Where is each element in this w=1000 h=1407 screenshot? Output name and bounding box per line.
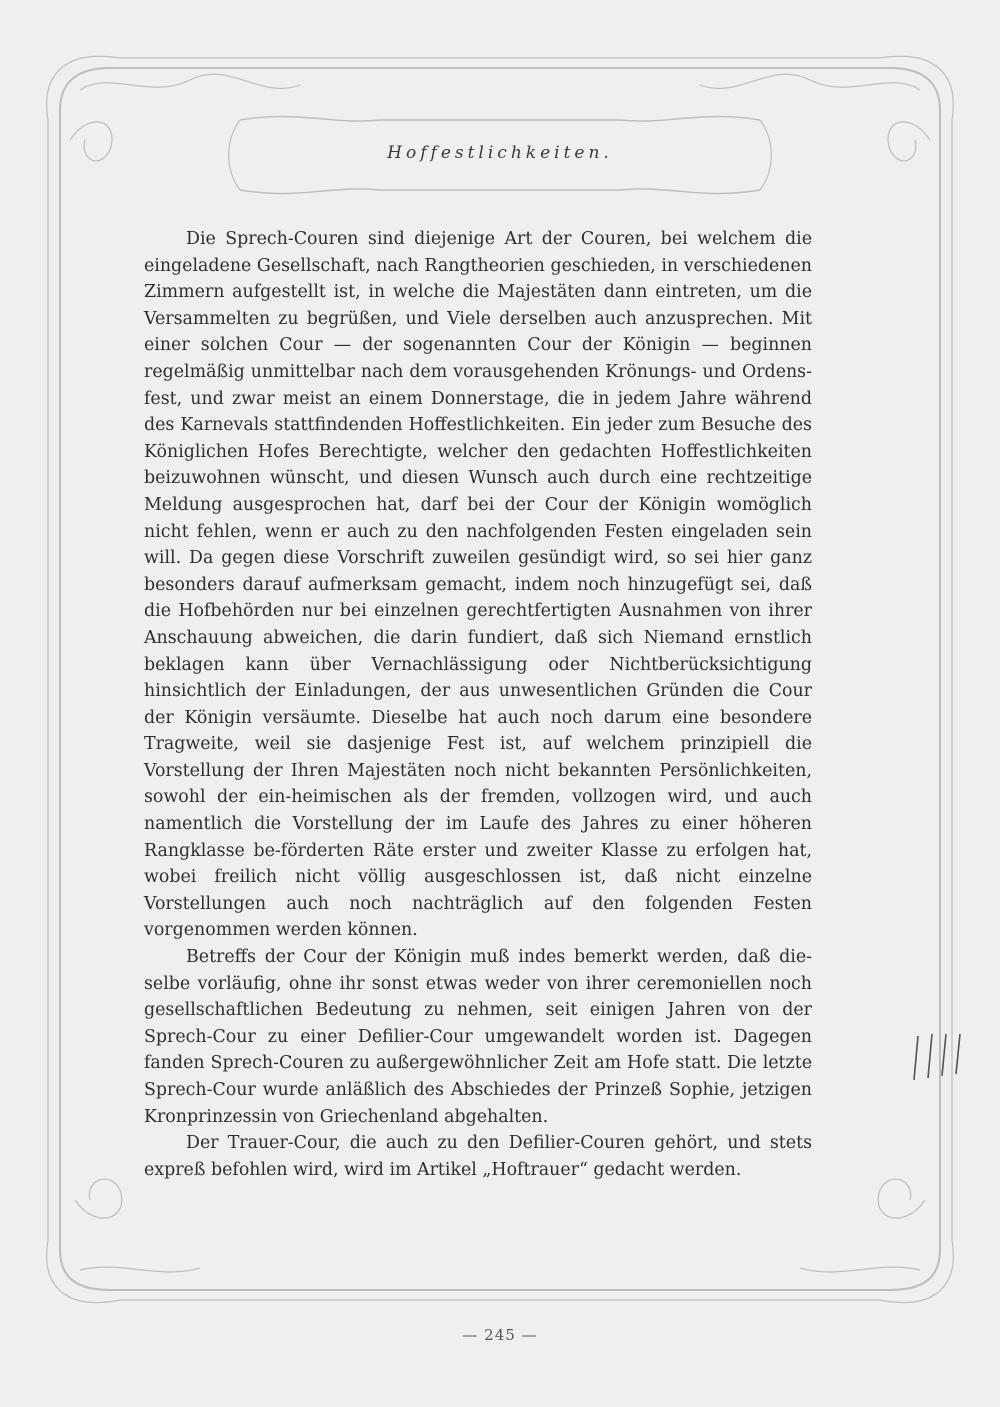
body-text	[144, 226, 812, 1183]
pencil-mark	[910, 1028, 970, 1088]
running-header: Hoffestlichkeiten.	[387, 143, 613, 163]
paragraph-2: Betreffs der Cour der Königin muß indes bemerkt werden, daß die-selbe vorläufig, ohne ihr sonst etwas weder von ihrer ceremoniellen noch gesellschaftlichen Bedeutung zu nehmen, seit einigen Jahren von der Sprech-Cour zu einer Defilier-Cour umgewandelt worden ist. Dagegen fanden Sprech-Couren zu außergewöhnlicher Zeit am Hofe statt. Die letzte Sprech-Cour wurde anläßlich des Abschiedes der Prinzeß Sophie, jetzigen Kronprinzessin von Griechenland abgehalten.	[144, 947, 812, 1127]
paragraph-3: Der Trauer-Cour, die auch zu den Defilier-Couren gehört, und stets expreß befohlen wird, wird im Artikel „Hoftrauer“ gedacht werden.	[144, 1133, 812, 1180]
page-number: — 245 —	[462, 1326, 538, 1344]
paragraph-1: Die Sprech-Couren sind diejenige Art der Couren, bei welchem die eingeladene Gesellschaft, nach Rangtheorien geschieden, in verschiedenen Zimmern aufgestellt ist, in welche die Majestäten dann eintreten, um die Versammelten zu begrüßen, und Viele derselben auch anzusprechen. Mit einer solchen Cour — der sogenannten Cour der Königin — beginnen regelmäßig unmittelbar nach dem vorausgehenden Krönungs- und Ordens-fest, und zwar meist an einem Donnerstage, die in jedem Jahre während des Karnevals stattfindenden Hoffestlichkeiten. Ein jeder zum Besuche des Königlichen Hofes Berechtigte, welcher den gedachten Hoffestlichkeiten beizuwohnen wünscht, und diesen Wunsch auch durch eine rechtzeitige Meldung ausgesprochen hat, darf bei der Cour der Königin womöglich nicht fehlen, wenn er auch zu den nachfolgenden Festen eingeladen sein will. Da gegen diese Vorschrift zuweilen gesündigt wird, so sei hier ganz besonders darauf aufmerksam gemacht, indem noch hinzugefügt sei, daß die Hofbehörden nur bei einzelnen gerechtfertigten Ausnahmen von ihrer Anschauung abweichen, die darin fundiert, daß sich Niemand ernstlich beklagen kann über Vernachlässigung oder Nichtberücksichtigung hinsichtlich der Einladungen, der aus unwesentlichen Gründen die Cour der Königin versäumte. Dieselbe hat auch noch darum eine besondere Tragweite, weil sie dasjenige Fest ist, auf welchem prinzipiell die Vorstellung der Ihren Majestäten noch nicht bekannten Persönlichkeiten, sowohl der ein-heimischen als der fremden, vollzogen wird, und auch namentlich die Vorstellung der im Laufe des Jahres zu einer höheren Rangklasse be-förderten Räte erster und zweiter Klasse zu erfolgen hat, wobei freilich nicht völlig ausgeschlossen ist, daß nicht einzelne Vorstellungen auch noch nachträglich auf den folgenden Festen vorgenommen werden können.	[144, 229, 812, 941]
